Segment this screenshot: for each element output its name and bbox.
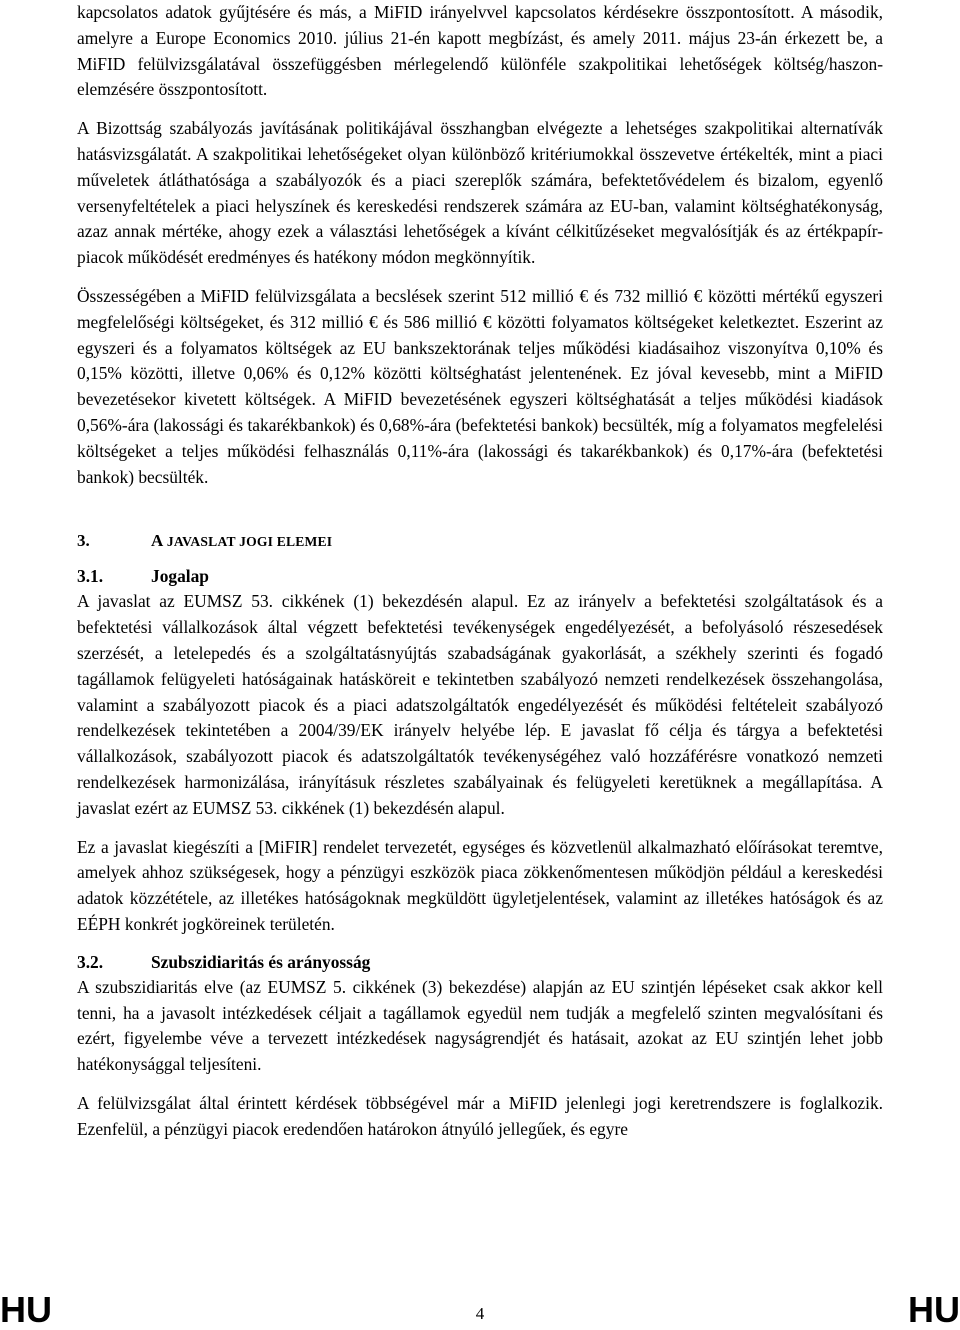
section-3-title: A JAVASLAT JOGI ELEMEI xyxy=(151,531,333,551)
page-number: 4 xyxy=(475,1304,485,1323)
section-3-2-number: 3.2. xyxy=(77,951,104,972)
document-body xyxy=(77,0,883,1142)
section-3-2-heading xyxy=(77,949,883,975)
paragraph-costs: Összességében a MiFID felülvizsgálata a becslések szerint 512 millió € és 732 millió € közötti mértékű egyszeri megfelelőségi költségeket, és 312 millió € és 586 millió € közötti folyamatos költségeket keletkeztet. Eszerint az egyszeri és a folyamatos költségek az EU bankszektorának teljes működési kiadásaihoz viszonyítva 0,10% és 0,15% közötti, illetve 0,06% és 0,12% közötti költséghatást jelentenének. Ez jóval kevesebb, mint a MiFID bevezetésekor kivetett költségek. A MiFID bevezetésének egyszeri költséghatását a teljes működési kiadások 0,56%-ára (lakossági és takarékbankok) és 0,68%-ára (befektetési bankok) becsülték, míg a folyamatos megfelelési költségeket a teljes működési felhasználás 0,11%-ára (lakossági és takarékbankok) és 0,17%-ára (befektetési bankok) becsülték. xyxy=(77,285,883,487)
paragraph-impact-assessment: A Bizottság szabályozás javításának politikájával összhangban elvégezte a lehetséges szakpolitikai alternatívák hatásvizsgálatát. A szakpolitikai lehetőségeket olyan különböző kritériumokkal összevetve értékelték, mint a piaci műveletek átláthatósága a szabályozók és a piaci szereplők számára, befektetővédelem és bizalom, egyenlő versenyfeltételek a piaci helyszínek és kereskedési rendszerek számára az EU-ban, valamint költséghatékonyság, azaz annak mértéke, ahogy ezek a választási lehetőségek a kívánt célkitűzéseket megvalósítják és az értékpapír-piacok működését eredményes és hatékony módon megkönnyítik. xyxy=(77,118,883,268)
language-code-left: HU xyxy=(0,1289,52,1330)
paragraph-mifir: Ez a javaslat kiegészíti a [MiFIR] rendelet tervezetét, egységes és közvetlenül alkalmazható előírásokat teremtve, amelyek ahhoz szükségesek, hogy a pénzügyi eszközök piaca zökkenőmentesen működjön például a kereskedési adatok közzététele, az illetékes hatóságoknak megküldött ügyletjelentések, valamint az illetékes hatóságok és az EÉPH konkrét jogköreinek területén. xyxy=(77,836,883,934)
section-3-1-number: 3.1. xyxy=(77,566,104,587)
paragraph-intro: kapcsolatos adatok gyűjtésére és más, a MiFID irányelvvel kapcsolatos kérdésekre összpontosított. A második, amelyre a Europe Economics 2010. július 21-én kapott megbízást, és amely 2011. május 23-án érkezett be, a MiFID felülvizsgálatával összefüggésben mérlegelendő különféle szakpolitikai lehetőségek költség/haszon-elemzésére összpontosított. xyxy=(77,2,883,100)
paragraph-review-issues: A felülvizsgálat által érintett kérdések többségével már a MiFID jelenlegi jogi keretrendszere is foglalkozik. Ezenfelül, a pénzügyi piacok eredendően határokon átnyúló jellegűek, és egyre xyxy=(77,1092,883,1139)
section-3-2-title: Szubszidiaritás és arányosság xyxy=(151,951,371,972)
section-3-heading xyxy=(77,528,883,555)
paragraph-legal-basis: A javaslat az EUMSZ 53. cikkének (1) bekezdésén alapul. Ez az irányelv a befektetési szolgáltatások és a befektetési vállalkozások által végzett befektetési tevékenységek engedélyezését, a befolyásoló részesedések szerzését, a letelepedés és a szolgáltatásnyújtás szabadságának gyakorlását, a székhely szerinti és fogadó tagállamok felügyeleti hatóságainak hatásköreit e tekintetben szabályozó nemzeti rendelkezések összehangolása, valamint a szabályozott piacok és a piaci adatszolgáltatók engedélyezését és működési feltételeit szabályozó rendelkezések tekintetében a 2004/39/EK irányelv helyébe lép. E javaslat fő célja és tárgya a befektetési vállalkozások, szabályozott piacok és adatszolgáltatók tevékenységéhez való hozzáférésre vonatkozó nemzeti rendelkezések harmonizálása, irányításuk részletes szabályainak és felügyeleti keretüknek a megállapítása. A javaslat ezért az EUMSZ 53. cikkének (1) bekezdésén alapul. xyxy=(77,591,883,818)
page-footer xyxy=(0,1290,960,1330)
section-3-number: 3. xyxy=(77,531,90,551)
section-3-1-title: Jogalap xyxy=(151,566,209,587)
language-code-right: HU xyxy=(908,1289,960,1330)
paragraph-subsidiarity: A szubszidiaritás elve (az EUMSZ 5. cikkének (3) bekezdése) alapján az EU szintjén lépéseket csak akkor kell tenni, ha a javasolt intézkedések céljait a tagállamok egyedül nem tudják a megfelelő szinten megvalósítani és ezért, figyelembe véve a tervezett intézkedések nagyságrendjét és hatásait, azokat az EU szintjén lehet jobb hatékonysággal teljesíteni. xyxy=(77,976,883,1075)
section-3-1-heading xyxy=(77,563,883,589)
